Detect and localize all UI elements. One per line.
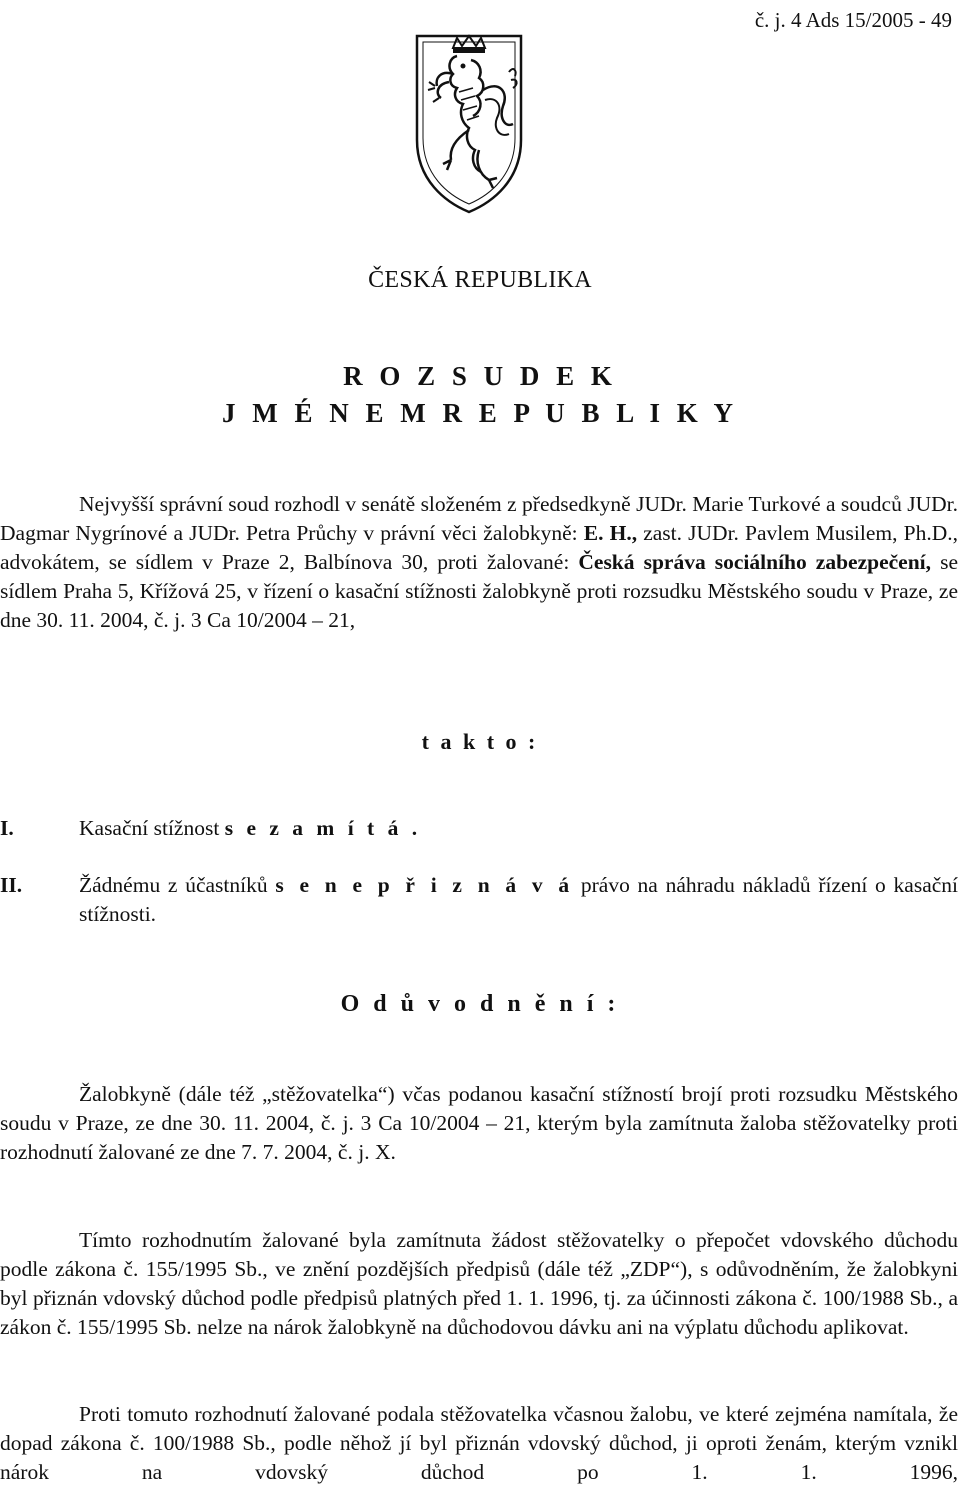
intro-paragraph — [0, 490, 958, 635]
verdict-text-before: Žádnému z účastníků — [79, 873, 276, 897]
intro-part2: zast. JUDr. Pavlem Musilem, Ph.D., advokátem, se sídlem v Praze 2, Balbínova 30, proti žalované: — [0, 521, 958, 574]
verdict-text-before: Kasační stížnost — [79, 816, 225, 840]
paragraph-text: Proti tomuto rozhodnutí žalované podala stěžovatelka včasnou žalobu, ve které zejména namítala, že dopad zákona č. 100/1988 Sb., podle něhož jí byl přiznán vdovský důchod, ji oproti ženám, kterým vznikl nárok na vdovský důchod po 1. 1. 1996, — [0, 1402, 958, 1484]
intro-part1: Nejvyšší správní soud rozhodl v senátě složeném z předsedkyně JUDr. Marie Turkové a soudců JUDr. Dagmar Nygrínové a JUDr. Petra Průchy v právní věci žalobkyně: — [0, 492, 958, 545]
intro-part3: se sídlem Praha 5, Křížová 25, v řízení o kasační stížnosti žalobkyně proti rozsudku Městského soudu v Praze, ze dne 30. 11. 2004, č. j. 3 Ca 10/2004 – 21, — [0, 550, 958, 632]
verdict-text — [79, 871, 958, 929]
intro-text — [0, 490, 958, 635]
verdict-text-after: právo na náhradu nákladů řízení o kasační stížnosti. — [79, 873, 959, 926]
verdict-text — [79, 814, 958, 843]
document-subtitle: J M É N E M R E P U B L I K Y — [221, 398, 739, 428]
reasoning-heading: O d ů v o d n ě n í : — [340, 991, 620, 1017]
verdict-number: II. — [0, 873, 23, 897]
reasoning-paragraph — [0, 1080, 958, 1167]
paragraph-text: Žalobkyně (dále též „stěžovatelka“) včas podanou kasační stížností brojí proti rozsudku Městského soudu v Praze, ze dne 30. 11. 2004, č. j. 3 Ca 10/2004 – 21, kterým byla zamítnuta žaloba stěžovatelky proti rozhodnutí žalované ze dne 7. 7. 2004, č. j. X. — [0, 1082, 958, 1164]
defendant-name: Česká správa sociálního zabezpečení, — [578, 550, 932, 574]
verdict-emphasis: s e n e p ř i z n á v á — [275, 873, 574, 897]
takto-heading: t a k t o : — [421, 729, 539, 754]
document-title: R O Z S U D E K — [343, 361, 617, 391]
czech-state-emblem-icon — [413, 30, 525, 215]
case-reference: č. j. 4 Ads 15/2005 - 49 — [754, 8, 952, 32]
plaintiff-name: E. H., — [583, 521, 638, 545]
paragraph-text: Tímto rozhodnutím žalované byla zamítnuta žádost stěžovatelky o přepočet vdovského důchodu podle zákona č. 155/1995 Sb., ve znění pozdějších předpisů (dále též „ZDP“), s odůvodněním, že žalobkyni byl přiznán vdovský důchod podle předpisů platných před 1. 1. 1996, tj. za účinnosti zákona č. 100/1988 Sb., a zákon č. 155/1995 Sb. nelze na nárok žalobkyně na důchodovou dávku ani na výplatu důchodu aplikovat. — [0, 1228, 958, 1339]
reasoning-paragraph — [0, 1400, 958, 1487]
reasoning-paragraph — [0, 1226, 958, 1342]
country-heading: ČESKÁ REPUBLIKA — [368, 267, 592, 293]
verdict-number: I. — [0, 816, 14, 840]
verdict-emphasis: s e z a m í t á . — [224, 816, 422, 840]
